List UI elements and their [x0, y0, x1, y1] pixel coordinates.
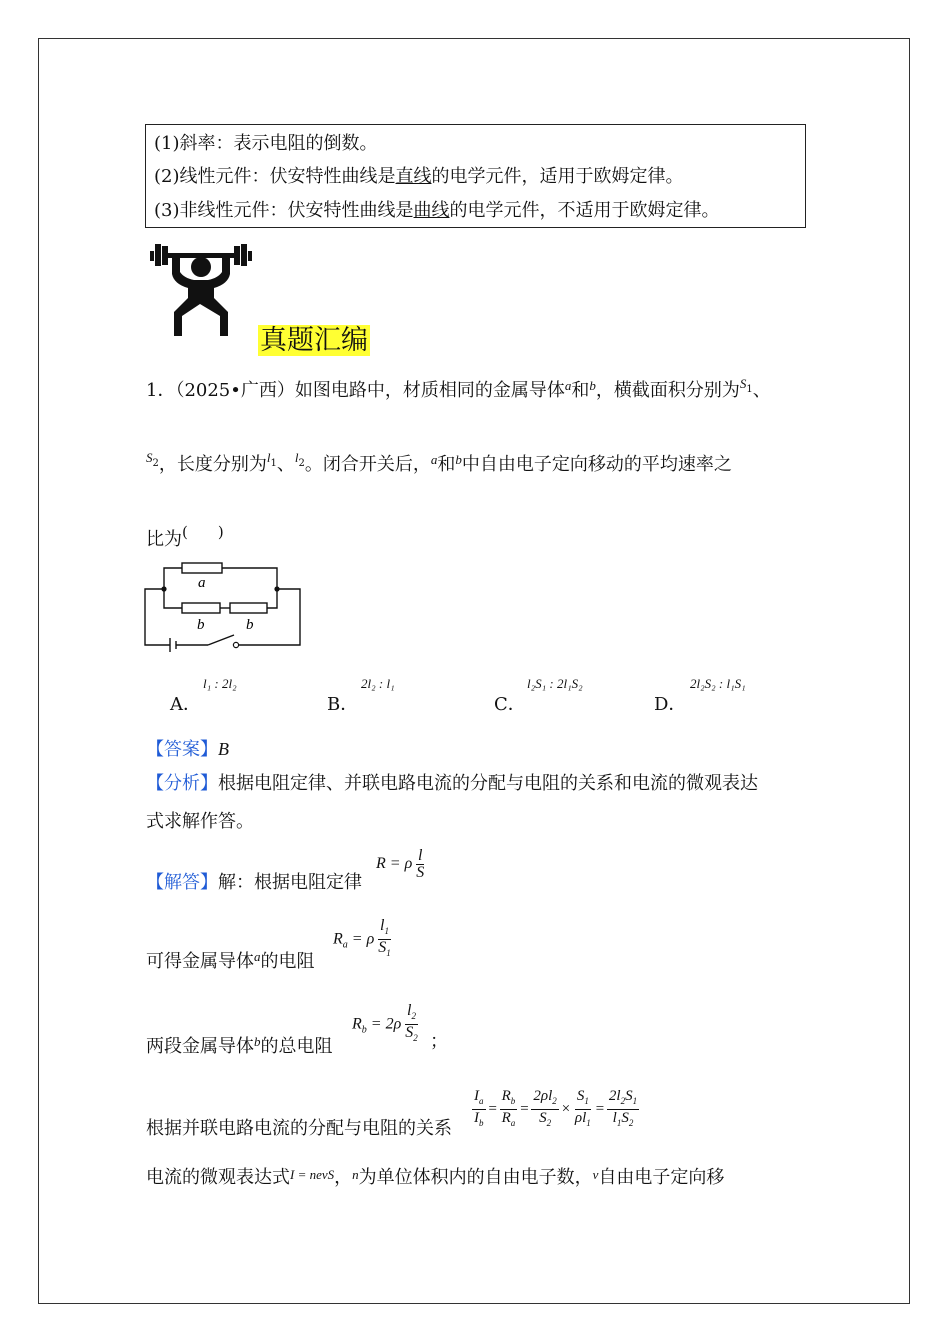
option-c-expr: l₂S₁ : 2l₁S₂ — [527, 676, 583, 691]
weightlifter-icon — [150, 240, 252, 336]
definition-linear: (2)线性元件：伏安特性曲线是直线的电学元件，适用于欧姆定律。 — [154, 166, 684, 187]
definition-slope: (1)斜率：表示电阻的倒数。 — [154, 133, 378, 154]
switch — [208, 635, 234, 645]
analysis-line-2: 式求解作答。 — [146, 811, 254, 832]
solution-line-2: 可得金属导体$^a$的电阻 — [146, 949, 315, 972]
option-a[interactable]: A． — [170, 694, 201, 715]
question-line-2: $^{S2}$，长度分别为$^{l1}$、$^{l2}$。闭合开关后，$^a$和$^b$中自由电子定向移动的平均速率之 — [146, 450, 732, 475]
resistor-a — [182, 563, 222, 573]
option-b-expr: 2l₂ : l₁ — [361, 676, 395, 691]
question-line-1: 1．（2025•广西）如图电路中，材质相同的金属导体$^a$和$^b$，横截面积分别为$^{S1}$、 — [146, 376, 771, 401]
solution-line-4: 根据并联电路电流的分配与电阻的关系 — [146, 1118, 452, 1139]
resistor-b-2 — [230, 603, 267, 613]
solution-line-3: 两段金属导体$^b$的总电阻 — [146, 1034, 333, 1057]
solution-line-3-end: ； — [430, 1031, 448, 1052]
formula-ra: $R_a = \rho$ $\frac{l_1}{S_1}$ — [333, 917, 391, 959]
option-c[interactable]: C． — [494, 694, 526, 715]
circuit-label-a: a — [198, 575, 206, 591]
definition-box — [145, 124, 806, 228]
circuit-label-b2: b — [246, 617, 254, 633]
option-d[interactable]: D． — [654, 694, 687, 715]
solution-line-5: 电流的微观表达式$^{I = nevS}$，$^n$为单位体积内的自由电子数，$^v$自由电子定向移 — [146, 1167, 725, 1188]
option-b[interactable]: B． — [327, 694, 359, 715]
formula-resistance-law: R = ρ $\frac{l}{S}$ — [376, 847, 425, 881]
analysis-line-1: 【分析】根据电阻定律、并联电路电流的分配与电阻的关系和电流的微观表达 — [146, 773, 758, 794]
definition-nonlinear: (3)非线性元件：伏安特性曲线是曲线的电学元件，不适用于欧姆定律。 — [154, 200, 720, 221]
option-d-expr: 2l₂S₂ : l₁S₁ — [690, 676, 746, 691]
solution-line-1: 【解答】解：根据电阻定律 — [146, 872, 362, 893]
formula-current-ratio: $\frac{I_a}{I_b}$ = $\frac{R_b}{R_a}$ = $\frac{2\rho l_2}{S_2}$ × $\frac{S_1}{\rho l_1}$ = $\frac{2l_2S_1}{l_1S_2}$ — [474, 1088, 638, 1128]
circuit-label-b1: b — [197, 617, 205, 633]
circuit-diagram — [142, 558, 306, 654]
formula-rb: $R_b = 2\rho$ $\frac{l_2}{S_2}$ — [352, 1002, 418, 1044]
question-line-3: 比为( ) — [146, 523, 224, 550]
option-a-expr: l₁ : 2l₂ — [203, 676, 237, 691]
answer-line: 【答案】B — [146, 739, 229, 760]
resistor-b-1 — [182, 603, 220, 613]
section-title: 真题汇编 — [260, 325, 368, 356]
